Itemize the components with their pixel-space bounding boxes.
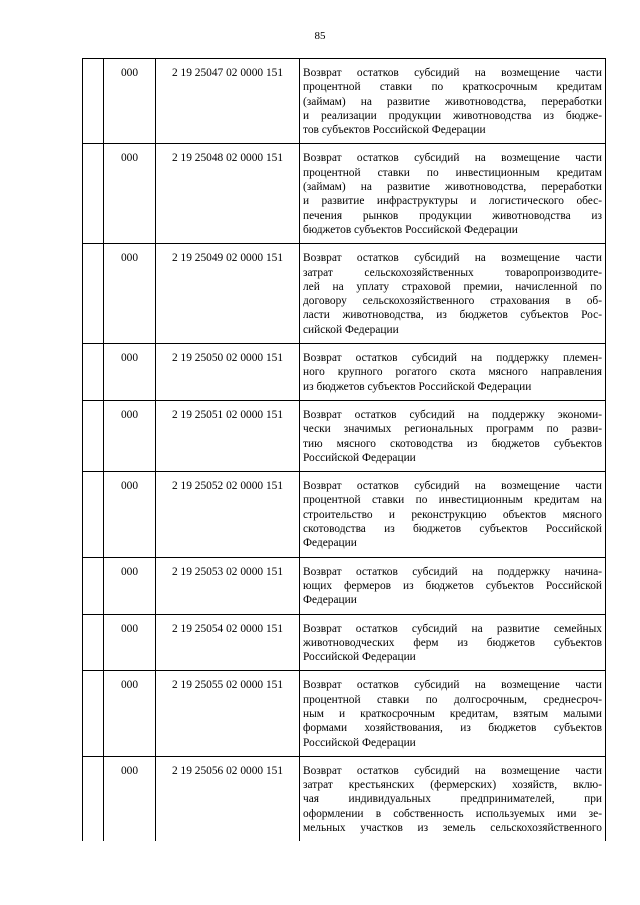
description-line: чески значимых региональных программ по разви- [303,423,602,436]
empty-cell [83,400,104,471]
description-line: Российской Федерации [303,451,416,464]
description-line: ного крупного рогатого скота мясного направления [303,366,602,379]
table-row [83,400,606,471]
description-line: лей на уплату страховой премии, начисленной по [303,280,602,293]
description-line: (займам) на развитие животноводства, переработки [303,181,602,194]
description-line: Возврат остатков субсидий на возмещение части [303,679,602,692]
description-line: строительство и реконструкцию объектов мясного [303,508,602,521]
page-number: 85 [314,30,326,42]
description-cell [300,244,606,344]
admin-code-cell: 000 [104,614,156,671]
admin-code-cell: 000 [104,756,156,841]
admin-code-cell: 000 [104,671,156,756]
admin-code-cell: 000 [104,244,156,344]
description-line: животноводческих ферм из бюджетов субъектов [303,636,602,649]
empty-cell [83,671,104,756]
admin-code-cell: 000 [104,344,156,401]
budget-code-cell: 2 19 25050 02 0000 151 [156,344,300,401]
table-row [83,144,606,244]
description-line: Возврат остатков субсидий на поддержку начина- [303,565,602,578]
description-line: чая индивидуальных предпринимателей, при [303,793,602,806]
description-line: затрат крестьянских (фермерских) хозяйств, вклю- [303,779,602,792]
description-line: Федерации [303,594,357,607]
empty-cell [83,59,104,144]
description-line: договору сельскохозяйственного страхования в об- [303,295,602,308]
description-line: мельных участков из земель сельскохозяйственного [303,822,602,835]
budget-code-cell: 2 19 25052 02 0000 151 [156,472,300,557]
admin-code-cell: 000 [104,400,156,471]
description-cell [300,614,606,671]
description-line: Возврат остатков субсидий на поддержку племен- [303,352,602,365]
admin-code-cell: 000 [104,144,156,244]
description-line: Возврат остатков субсидий на возмещение части [303,480,602,493]
description-line: Возврат остатков субсидий на возмещение части [303,252,602,265]
table-row [83,59,606,144]
description-line: Возврат остатков субсидий на развитие семейных [303,622,602,635]
description-line: Возврат остатков субсидий на возмещение части [303,67,602,79]
description-cell [300,557,606,614]
description-cell [300,756,606,841]
description-line: Российской Федерации [303,736,416,749]
admin-code-cell: 000 [104,59,156,144]
description-cell [300,400,606,471]
table-row [83,344,606,401]
description-cell [300,59,606,144]
description-line: ным и краткосрочным кредитам, взятым малыми [303,707,602,720]
budget-code-cell: 2 19 25051 02 0000 151 [156,400,300,471]
budget-code-cell: 2 19 25053 02 0000 151 [156,557,300,614]
description-line: и развитие инфраструктуры и логистического обес- [303,195,602,208]
description-line: Возврат остатков субсидий на возмещение части [303,764,602,777]
empty-cell [83,344,104,401]
table-row [83,614,606,671]
description-line: процентной ставки по краткосрочным кредитам [303,81,602,94]
description-line: процентной ставки по долгосрочным, среднесроч- [303,693,602,706]
description-line: ющих фермеров из бюджетов субъектов Российской [303,579,602,592]
budget-code-cell: 2 19 25047 02 0000 151 [156,59,300,144]
description-cell [300,671,606,756]
description-line: Российской Федерации [303,651,416,664]
budget-code-cell: 2 19 25048 02 0000 151 [156,144,300,244]
budget-code-cell: 2 19 25056 02 0000 151 [156,756,300,841]
description-cell [300,344,606,401]
description-line: и реализации продукции животноводства из бюдже- [303,109,602,122]
budget-code-cell: 2 19 25054 02 0000 151 [156,614,300,671]
description-line: Возврат остатков субсидий на поддержку экономи- [303,408,602,421]
description-line: сийской Федерации [303,323,399,336]
budget-codes-table [82,58,606,841]
empty-cell [83,756,104,841]
table-row [83,756,606,841]
description-line: затрат сельскохозяйственных товаропроизводите- [303,266,602,279]
description-line: оформлении в собственность используемых ими зе- [303,807,602,820]
description-line: ласти животноводства, из бюджетов субъектов Рос- [303,309,602,322]
description-line: печения рынков продукции животноводства из [303,209,602,222]
budget-code-cell: 2 19 25055 02 0000 151 [156,671,300,756]
admin-code-cell: 000 [104,472,156,557]
empty-cell [83,472,104,557]
empty-cell [83,557,104,614]
description-line: из бюджетов субъектов Российской Федерации [303,380,532,393]
description-line: процентной ставки по инвестиционным кредитам [303,166,602,179]
description-line: процентной ставки по инвестиционным кредитам на [303,494,602,507]
table-row [83,557,606,614]
table-row [83,671,606,756]
description-line: бюджетов субъектов Российской Федерации [303,223,518,236]
description-line: тию мясного скотоводства из бюджетов субъектов [303,437,602,450]
budget-code-cell: 2 19 25049 02 0000 151 [156,244,300,344]
table-row [83,244,606,344]
description-line: (займам) на развитие животноводства, переработки [303,95,602,108]
description-line: Федерации [303,537,357,550]
description-line: формами хозяйствования, из бюджетов субъектов [303,722,602,735]
admin-code-cell: 000 [104,557,156,614]
empty-cell [83,614,104,671]
description-cell [300,472,606,557]
description-line: скотоводства из бюджетов субъектов Российской [303,523,602,536]
empty-cell [83,144,104,244]
description-cell [300,144,606,244]
description-line: тов субъектов Российской Федерации [303,124,486,137]
table-row [83,472,606,557]
description-line: Возврат остатков субсидий на возмещение части [303,152,602,165]
empty-cell [83,244,104,344]
